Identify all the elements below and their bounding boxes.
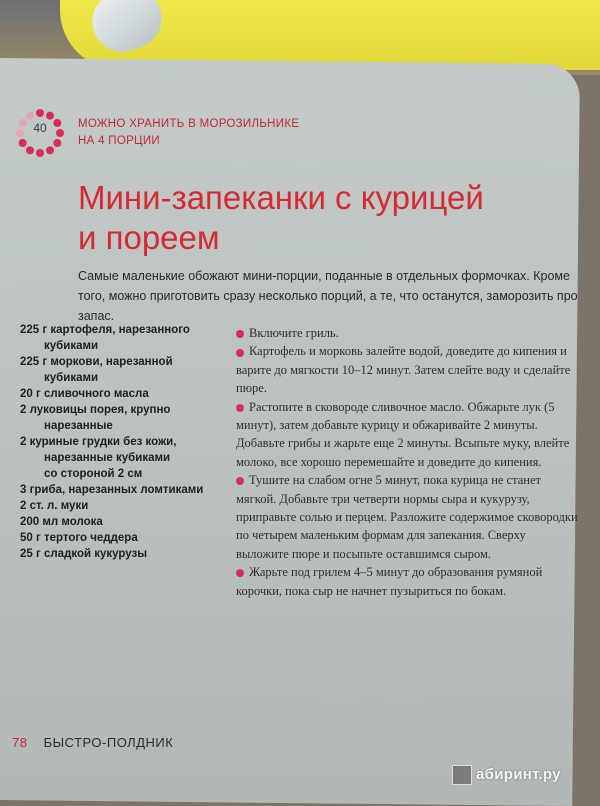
watermark <box>452 765 561 785</box>
freezer-note-line2: НА 4 ПОРЦИИ <box>78 135 160 147</box>
ring-dot <box>26 146 34 154</box>
method-step-text: Картофель и морковь залейте водой, доведите до кипения и варите до мягкости 10–12 минут. Затем слейте воду и сделайте пюре. <box>236 344 571 396</box>
freezer-note-line1: МОЖНО ХРАНИТЬ В МОРОЗИЛЬНИКЕ <box>78 118 300 130</box>
ring-dot <box>36 149 44 157</box>
ring-dot <box>19 139 27 147</box>
badge-number: 40 <box>33 121 47 135</box>
ring-dot <box>46 146 54 154</box>
method-step <box>236 398 581 472</box>
ingredient-main: 2 луковицы порея, крупно <box>20 404 171 416</box>
bullet-dot-icon <box>236 477 244 485</box>
recipe-intro: Самые маленькие обожают мини-порции, поданные в отдельных формочках. Кроме того, можно приготовить сразу несколько порций, а те, что останутся, заморозить про запас. <box>78 269 578 323</box>
ingredient-continuation: кубиками <box>44 340 99 352</box>
ingredient-item <box>20 434 230 482</box>
ingredient-item <box>20 322 230 354</box>
method-step <box>236 563 581 600</box>
ingredient-item <box>20 514 230 530</box>
watermark-logo-icon <box>452 765 472 785</box>
ring-dot <box>26 112 34 120</box>
ingredient-main: 2 ст. л. муки <box>20 500 89 512</box>
ingredient-item <box>20 530 230 546</box>
ingredient-main: 2 куриные грудки без кожи, <box>20 436 177 448</box>
method-step <box>236 471 581 563</box>
ingredient-main: 200 мл молока <box>20 516 103 528</box>
recipe-title-line1: Мини-запеканки с курицей <box>78 179 484 216</box>
method-step-text: Жарьте под грилем 4–5 минут до образования румяной корочки, пока сыр не начнет пузыриться по бокам. <box>236 565 543 598</box>
ingredient-continuation: нарезанные кубиками <box>44 452 171 464</box>
method-step-text: Включите гриль. <box>249 326 339 340</box>
method-step <box>236 342 581 397</box>
page-number: 78 <box>12 735 28 750</box>
bullet-dot-icon <box>236 404 244 412</box>
method-step-text: Тушите на слабом огне 5 минут, пока курица не станет мягкой. Добавьте три четверти нормы сыра и кукурузу, приправьте солью и перцем. Разложите содержимое сковородки по четырем маленьким формам для запекания. Сверху выложите пюре и посыпьте оставшимся сыром. <box>236 473 578 561</box>
method-steps <box>236 324 581 600</box>
ring-dot <box>53 139 61 147</box>
recipe-title-line2: и пореем <box>78 219 220 256</box>
ingredient-continuation: кубиками <box>44 372 99 384</box>
ingredient-main: 225 г моркови, нарезанной <box>20 356 173 368</box>
bullet-dot-icon <box>236 569 244 577</box>
recipe-title <box>78 178 578 258</box>
ingredient-item <box>20 498 230 514</box>
ingredient-item <box>20 402 230 434</box>
ingredient-continuation: нарезанные <box>44 420 113 432</box>
freezer-note <box>78 116 299 150</box>
ingredient-main: 25 г сладкой кукурузы <box>20 548 148 560</box>
ring-dot <box>36 109 44 117</box>
ring-dot <box>46 112 54 120</box>
page-footer <box>12 735 173 750</box>
ingredient-main: 3 гриба, нарезанных ломтиками <box>20 484 204 496</box>
bullet-dot-icon <box>236 330 244 338</box>
method-step-text: Растопите в сковороде сливочное масло. Обжарьте лук (5 минут), затем добавьте курицу и обжаривайте 2 минуты. Добавьте грибы и жарьте еще 2 минуты. Всыпьте муку, влейте молоко, все хорошо перемешайте и доведите до кипения. <box>236 399 570 469</box>
ingredient-item <box>20 386 230 402</box>
ingredient-item <box>20 482 230 498</box>
ingredient-item <box>20 546 230 562</box>
ingredient-main: 20 г сливочного масла <box>20 388 149 400</box>
method-step <box>236 324 581 342</box>
ingredients-list <box>20 322 230 562</box>
watermark-text: абиринт.ру <box>476 765 561 783</box>
bullet-dot-icon <box>236 349 244 357</box>
section-title: БЫСТРО-ПОЛДНИК <box>43 735 174 750</box>
ingredient-main: 50 г тертого чеддера <box>20 532 138 544</box>
ingredient-item <box>20 354 230 386</box>
ingredient-continuation: со стороной 2 см <box>44 468 143 480</box>
ingredient-main: 225 г картофеля, нарезанного <box>20 324 190 336</box>
